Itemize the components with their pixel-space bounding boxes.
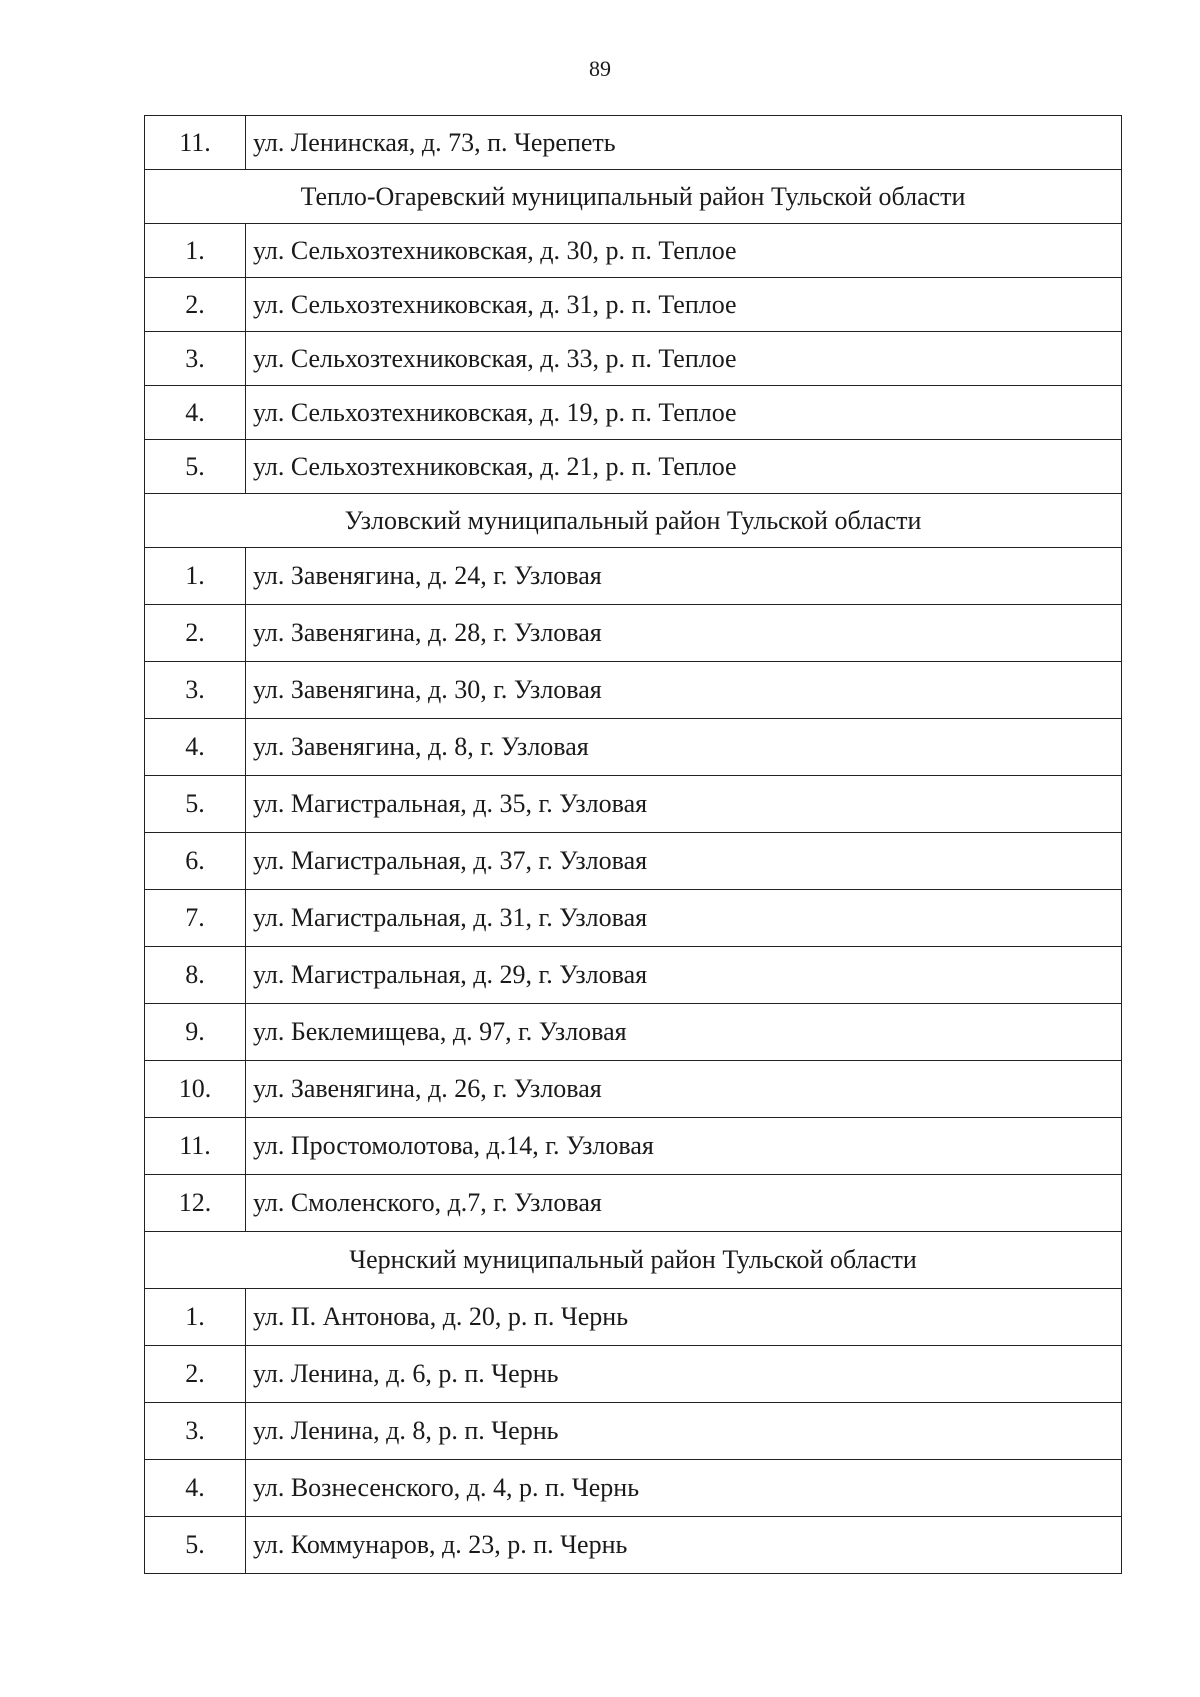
- page-number: 89: [589, 56, 611, 81]
- address-cell: ул. Завенягина, д. 30, г. Узловая: [246, 662, 1122, 719]
- table-row: [145, 224, 1122, 278]
- address-cell: ул. Простомолотова, д.14, г. Узловая: [246, 1118, 1122, 1175]
- table-row: [145, 1460, 1122, 1517]
- address-cell: ул. Ленинская, д. 73, п. Черепеть: [246, 116, 1122, 170]
- section-title: Узловский муниципальный район Тульской области: [145, 494, 1122, 548]
- address-cell: ул. Магистральная, д. 35, г. Узловая: [246, 776, 1122, 833]
- table-row: [145, 1061, 1122, 1118]
- row-number: 2.: [145, 1346, 246, 1403]
- row-number: 11.: [145, 116, 246, 170]
- address-cell: ул. Беклемищева, д. 97, г. Узловая: [246, 1004, 1122, 1061]
- row-number: 2.: [145, 278, 246, 332]
- address-cell: ул. Магистральная, д. 31, г. Узловая: [246, 890, 1122, 947]
- table-row: [145, 1118, 1122, 1175]
- table-row: [145, 332, 1122, 386]
- row-number: 9.: [145, 1004, 246, 1061]
- address-cell: ул. Завенягина, д. 26, г. Узловая: [246, 1061, 1122, 1118]
- address-cell: ул. Завенягина, д. 28, г. Узловая: [246, 605, 1122, 662]
- address-cell: ул. Магистральная, д. 29, г. Узловая: [246, 947, 1122, 1004]
- table-row: [145, 662, 1122, 719]
- address-cell: ул. Вознесенского, д. 4, р. п. Чернь: [246, 1460, 1122, 1517]
- table-row: [145, 719, 1122, 776]
- table-row: [145, 890, 1122, 947]
- table-row: [145, 116, 1122, 170]
- row-number: 5.: [145, 440, 246, 494]
- address-cell: ул. Завенягина, д. 24, г. Узловая: [246, 548, 1122, 605]
- row-number: 7.: [145, 890, 246, 947]
- address-cell: ул. П. Антонова, д. 20, р. п. Чернь: [246, 1289, 1122, 1346]
- table-row: [145, 947, 1122, 1004]
- row-number: 5.: [145, 776, 246, 833]
- table-row: [145, 605, 1122, 662]
- row-number: 4.: [145, 719, 246, 776]
- row-number: 10.: [145, 1061, 246, 1118]
- row-number: 6.: [145, 833, 246, 890]
- address-cell: ул. Сельхозтехниковская, д. 21, р. п. Теплое: [246, 440, 1122, 494]
- row-number: 3.: [145, 1403, 246, 1460]
- row-number: 12.: [145, 1175, 246, 1232]
- row-number: 4.: [145, 386, 246, 440]
- table-row: [145, 1004, 1122, 1061]
- table-row: [145, 776, 1122, 833]
- table-row: [145, 1175, 1122, 1232]
- address-table: [144, 115, 1122, 1574]
- section-title: Тепло-Огаревский муниципальный район Тульской области: [145, 170, 1122, 224]
- table-row: [145, 386, 1122, 440]
- row-number: 5.: [145, 1517, 246, 1574]
- section-title: Чернский муниципальный район Тульской области: [145, 1232, 1122, 1289]
- address-cell: ул. Смоленского, д.7, г. Узловая: [246, 1175, 1122, 1232]
- address-cell: ул. Ленина, д. 8, р. п. Чернь: [246, 1403, 1122, 1460]
- table-row: [145, 1346, 1122, 1403]
- address-cell: ул. Сельхозтехниковская, д. 33, р. п. Теплое: [246, 332, 1122, 386]
- section-row: [145, 170, 1122, 224]
- address-cell: ул. Сельхозтехниковская, д. 31, р. п. Теплое: [246, 278, 1122, 332]
- row-number: 1.: [145, 224, 246, 278]
- table-row: [145, 440, 1122, 494]
- address-cell: ул. Сельхозтехниковская, д. 30, р. п. Теплое: [246, 224, 1122, 278]
- row-number: 3.: [145, 332, 246, 386]
- address-cell: ул. Коммунаров, д. 23, р. п. Чернь: [246, 1517, 1122, 1574]
- row-number: 11.: [145, 1118, 246, 1175]
- address-cell: ул. Сельхозтехниковская, д. 19, р. п. Теплое: [246, 386, 1122, 440]
- table-row: [145, 1289, 1122, 1346]
- table-row: [145, 548, 1122, 605]
- section-row: [145, 1232, 1122, 1289]
- row-number: 4.: [145, 1460, 246, 1517]
- table-row: [145, 278, 1122, 332]
- row-number: 3.: [145, 662, 246, 719]
- address-cell: ул. Ленина, д. 6, р. п. Чернь: [246, 1346, 1122, 1403]
- table-row: [145, 1517, 1122, 1574]
- section-row: [145, 494, 1122, 548]
- table-row: [145, 1403, 1122, 1460]
- row-number: 1.: [145, 1289, 246, 1346]
- address-cell: ул. Завенягина, д. 8, г. Узловая: [246, 719, 1122, 776]
- table-row: [145, 833, 1122, 890]
- row-number: 1.: [145, 548, 246, 605]
- row-number: 2.: [145, 605, 246, 662]
- row-number: 8.: [145, 947, 246, 1004]
- address-cell: ул. Магистральная, д. 37, г. Узловая: [246, 833, 1122, 890]
